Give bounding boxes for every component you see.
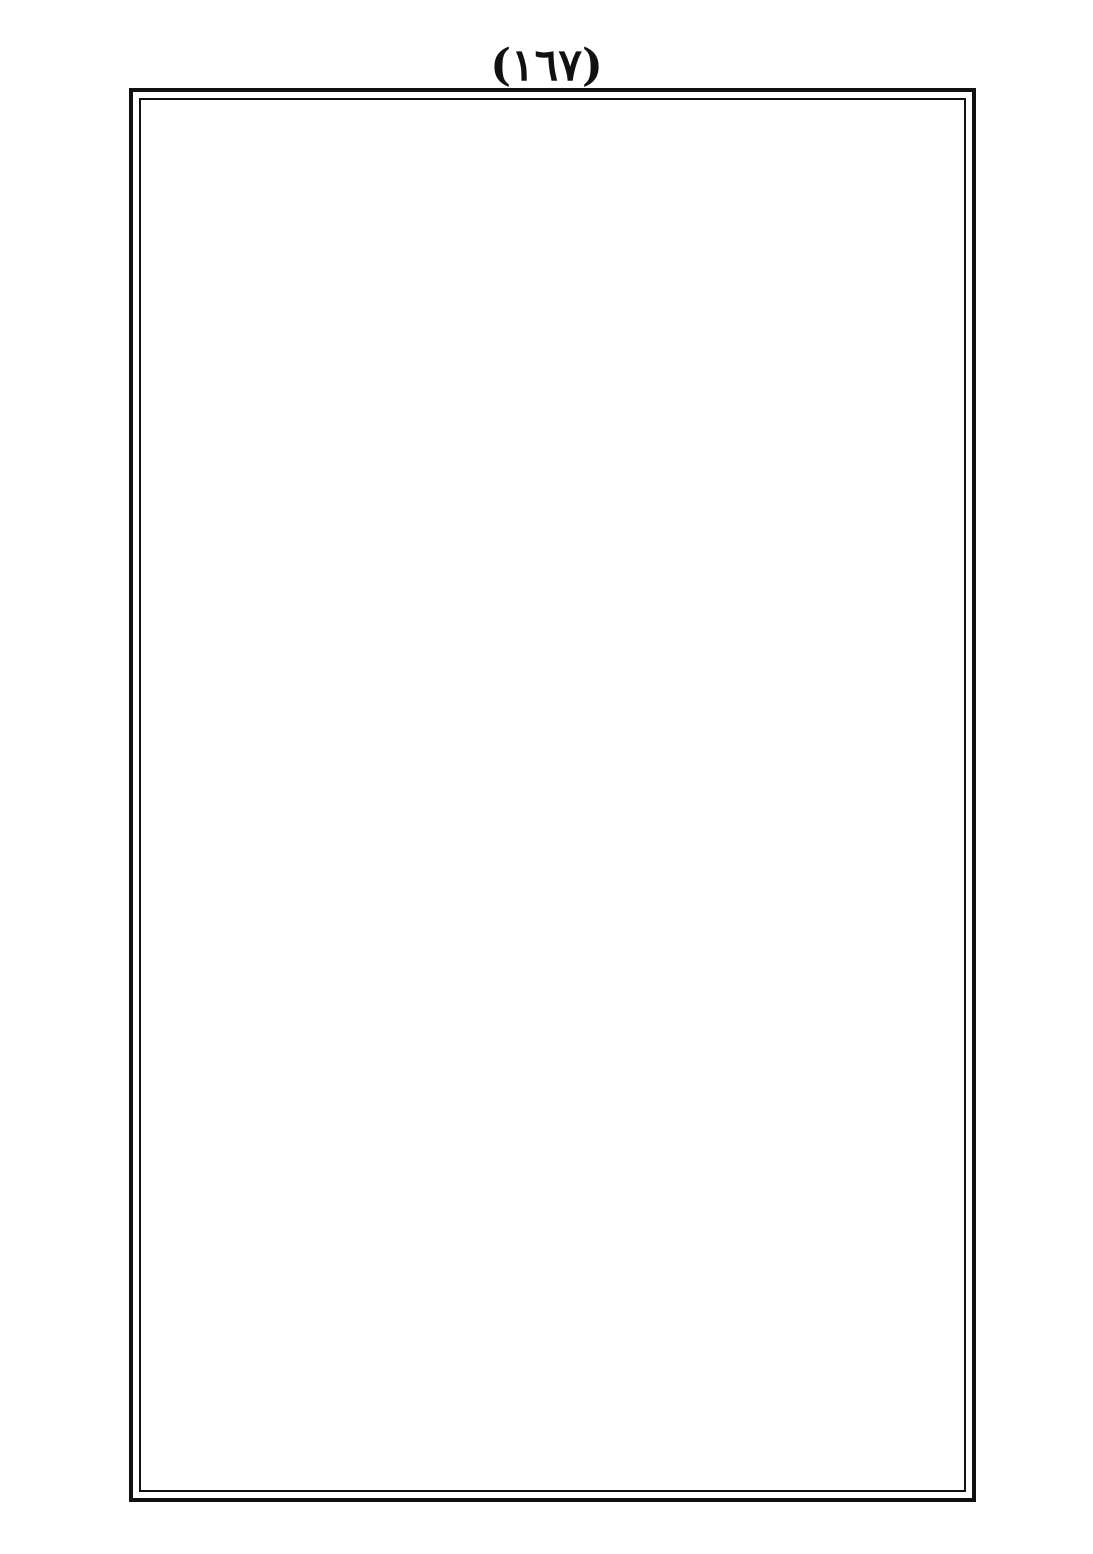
text-line [159,1349,946,1396]
text-line [159,500,946,547]
text-line [159,924,946,971]
text-line [159,1396,946,1443]
text-line [159,830,946,877]
text-line [159,1255,946,1302]
text-line [159,1113,946,1160]
text-line [159,783,946,830]
text-line [159,311,946,358]
text-line [159,264,946,311]
text-line [159,216,946,263]
text-frame-outer-border [129,88,976,1502]
page-number: (١٦٧) [490,40,603,91]
body-text [159,122,946,1490]
text-line [159,1160,946,1207]
text-line [159,122,946,169]
text-frame-inner-border [139,98,966,1492]
text-line [159,735,946,782]
text-line [159,547,946,594]
text-line [159,1302,946,1349]
text-line [159,405,946,452]
text-line [159,641,946,688]
text-line [159,1207,946,1254]
text-line [159,877,946,924]
text-line [159,688,946,735]
text-line [159,169,946,216]
text-line [159,1443,946,1490]
text-line [159,358,946,405]
text-line [159,1066,946,1113]
text-line [159,971,946,1018]
text-line [159,1019,946,1066]
text-line [159,594,946,641]
text-line [159,452,946,499]
